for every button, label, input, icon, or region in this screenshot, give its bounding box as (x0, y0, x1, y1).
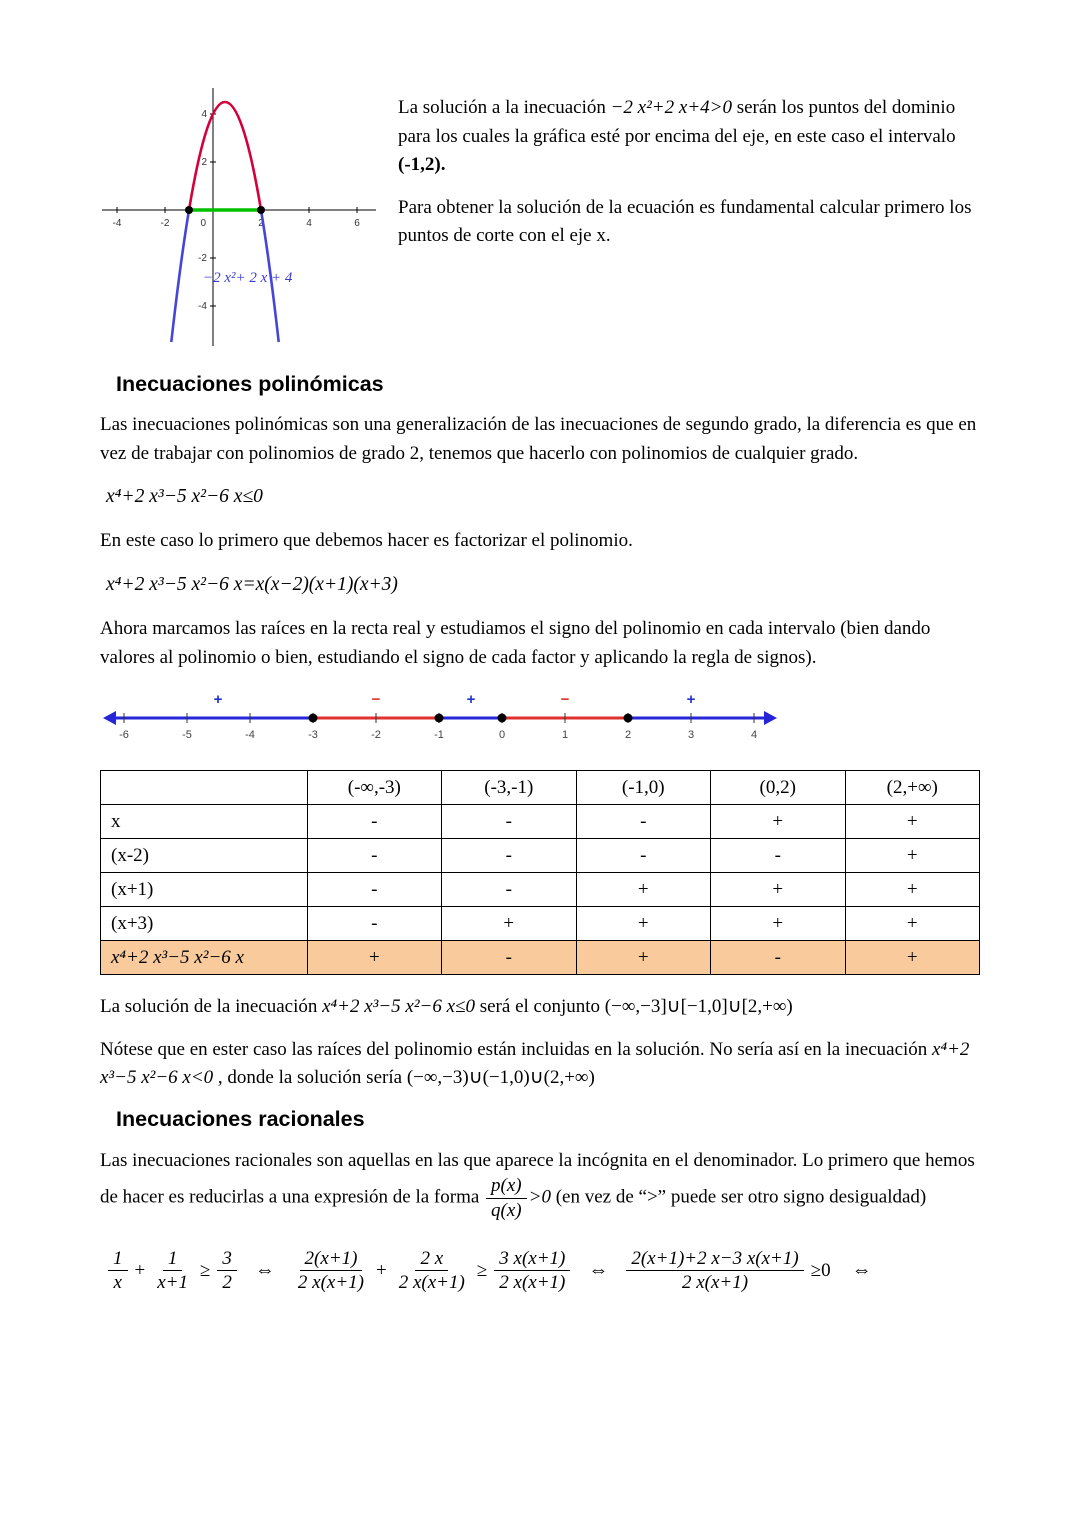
sign-cell: + (711, 805, 845, 839)
fraction-numerator: 1 (163, 1248, 183, 1272)
svg-text:0: 0 (498, 729, 506, 741)
rational-example-equation (106, 1248, 980, 1295)
poly-inequality-formula: x⁴+2 x³−5 x²−6 x≤0 (106, 486, 263, 507)
svg-text:-4: -4 (112, 218, 122, 229)
rational-text-1: Las inecuaciones racionales son aquellas en las que aparece la incógnita en el denominador. Lo primero que hemos de hacer es reducirlas a una expresión de la forma (100, 1149, 975, 1208)
number-line-labels (119, 729, 757, 741)
number-line (100, 686, 780, 744)
fraction-5 (394, 1248, 470, 1295)
fraction-denominator: x+1 (157, 1272, 188, 1294)
fraction-numerator: 3 x(x+1) (494, 1248, 570, 1272)
sign-table-row-polynomial (101, 941, 980, 975)
root-dot-2 (624, 714, 633, 723)
sign-table-row-xminus2 (101, 839, 980, 873)
svg-text:+: + (466, 691, 476, 708)
fraction-numerator: 2(x+1)+2 x−3 x(x+1) (626, 1248, 803, 1272)
fraction-numerator: 1 (108, 1248, 128, 1272)
root-dot-minus3 (309, 714, 318, 723)
solution-set-notation: (−∞,−3]∪[−1,0]∪[2,+∞) (604, 996, 793, 1017)
svg-text:-4: -4 (198, 301, 207, 312)
fraction-3 (217, 1248, 237, 1295)
sign-cell: + (442, 907, 576, 941)
svg-text:4: 4 (306, 218, 312, 229)
factor-label: (x+3) (101, 907, 308, 941)
solution-paragraph-1 (100, 993, 980, 1022)
interval-header: (-1,0) (576, 771, 710, 805)
fraction-numerator: p(x) (486, 1175, 527, 1199)
section-heading-polynomial: Inecuaciones polinómicas (116, 372, 384, 396)
operator-geq: ≥ (199, 1259, 211, 1281)
svg-text:−: − (371, 691, 381, 708)
rational-paragraph-1 (100, 1146, 980, 1222)
svg-text:3: 3 (687, 729, 695, 741)
iff-arrow-icon: ⇔ (588, 1259, 609, 1282)
svg-text:2: 2 (624, 729, 632, 741)
operator-plus: + (376, 1259, 387, 1281)
iff-arrow-icon: ⇔ (851, 1259, 872, 1282)
sign-table-corner-cell (101, 771, 308, 805)
solution-text-1: La solución de la inecuación (100, 996, 323, 1017)
operator-plus: + (134, 1259, 146, 1281)
svg-text:-2: -2 (160, 218, 170, 229)
polynomial-label: x⁴+2 x³−5 x²−6 x (101, 941, 308, 975)
factor-label: x (101, 805, 308, 839)
fraction-denominator: 2 (222, 1272, 232, 1294)
intro-section (100, 86, 980, 354)
factor-label: (x+1) (101, 873, 308, 907)
operator-geq-zero: ≥0 (810, 1259, 831, 1281)
fraction-7 (626, 1248, 803, 1295)
rational-text-2: (en vez de “>” puede ser otro signo desigualdad) (550, 1186, 927, 1208)
fraction-numerator: 2 x (415, 1248, 448, 1272)
curve-equation-label: −2 x²+ 2 x + 4 (203, 270, 293, 286)
svg-text:2: 2 (258, 218, 264, 229)
fraction-denominator: 2 x(x+1) (499, 1272, 566, 1294)
sign-cell: + (576, 941, 710, 975)
svg-text:6: 6 (354, 218, 360, 229)
solution-paragraph-2 (100, 1036, 980, 1093)
svg-text:4: 4 (201, 109, 207, 120)
fraction-6 (494, 1248, 570, 1295)
poly-paragraph-2: En este caso lo primero que debemos hacer es factorizar el polinomio. (100, 530, 633, 552)
svg-text:1: 1 (561, 729, 569, 741)
sign-cell: + (711, 873, 845, 907)
sign-cell: + (845, 873, 980, 907)
svg-text:-4: -4 (245, 729, 255, 741)
sign-cell: - (576, 805, 710, 839)
fraction-denominator: x (113, 1272, 122, 1294)
sign-table-row-xplus1 (101, 873, 980, 907)
root-dot-0 (498, 714, 507, 723)
fraction-numerator: 2(x+1) (300, 1248, 363, 1272)
svg-text:4: 4 (750, 729, 758, 741)
svg-text:+: + (213, 691, 223, 708)
poly-paragraph-1: Las inecuaciones polinómicas son una generalización de las inecuaciones de segundo grado, la diferencia es que en vez de trabajar con polinomios de grado 2, tenemos que hacerlo con polinomios de cualquier grado. (100, 414, 977, 464)
fraction-denominator: 2 x(x+1) (398, 1272, 465, 1294)
svg-text:−: − (560, 691, 570, 708)
svg-text:+: + (686, 691, 696, 708)
sign-table (100, 770, 980, 975)
sign-cell: - (711, 941, 845, 975)
sign-cell: + (576, 873, 710, 907)
note-set-notation: (−∞,−3)∪(−1,0)∪(2,+∞) (406, 1067, 595, 1088)
svg-text:-2: -2 (198, 253, 207, 264)
sign-cell: + (845, 941, 980, 975)
root-point-2 (257, 206, 265, 214)
solution-text-2: será el conjunto (474, 996, 605, 1017)
svg-text:-2: -2 (371, 729, 381, 741)
interval-header: (0,2) (711, 771, 845, 805)
sign-cell: - (307, 839, 441, 873)
sign-cell: + (307, 941, 441, 975)
fraction-denominator: 2 x(x+1) (297, 1272, 365, 1294)
intro-text-2: serán los puntos del dominio para los cuales la gráfica esté por encima del eje, en este caso el intervalo (398, 97, 956, 147)
iff-arrow-icon: ⇔ (254, 1259, 275, 1282)
operator-geq: ≥ (476, 1259, 488, 1281)
sign-cell: - (442, 873, 576, 907)
fraction-numerator: 3 (217, 1248, 237, 1272)
fraction-1 (108, 1248, 128, 1295)
parabola-graph-svg (100, 86, 382, 348)
sign-cell: + (576, 907, 710, 941)
svg-text:-1: -1 (434, 729, 444, 741)
sign-cell: - (442, 805, 576, 839)
sign-cell: - (307, 805, 441, 839)
fraction-denominator: q(x) (491, 1199, 522, 1221)
sign-cell: - (307, 907, 441, 941)
root-dot-minus1 (435, 714, 444, 723)
parabola-positive-arc (189, 102, 261, 210)
note-inline-formula: x⁴+2 x³−5 x²−6 x<0 (100, 1038, 970, 1088)
root-point-minus1 (185, 206, 193, 214)
poly-paragraph-3: Ahora marcamos las raíces en la recta real y estudiamos el signo del polinomio en cada intervalo (bien dando valores al polinomio o bien, estudiando el signo de cada factor y aplicando la regla de signos). (100, 618, 931, 668)
svg-text:-6: -6 (119, 729, 129, 741)
note-text-1: Nótese que en ester caso las raíces del polinomio están incluidas en la solución. No sería así en la inecuación (100, 1038, 933, 1060)
interval-header: (-3,-1) (442, 771, 576, 805)
sign-table-header-row (101, 771, 980, 805)
interval-header: (-∞,-3) (307, 771, 441, 805)
note-text-2: , donde la solución sería (213, 1067, 407, 1088)
fraction-2 (152, 1248, 193, 1295)
sign-table-row-x (101, 805, 980, 839)
parabola-left-branch (171, 210, 189, 342)
sign-cell: + (845, 839, 980, 873)
sign-cell: - (442, 839, 576, 873)
sign-cell: - (307, 873, 441, 907)
parabola-graph (100, 86, 382, 354)
section-heading-rational: Inecuaciones racionales (116, 1106, 365, 1131)
fraction-denominator: 2 x(x+1) (681, 1272, 749, 1294)
svg-text:-5: -5 (182, 729, 192, 741)
factor-label: (x-2) (101, 839, 308, 873)
svg-text:0: 0 (200, 218, 206, 229)
pq-fraction (486, 1175, 527, 1222)
solution-interval-text: (-1,2). (398, 154, 446, 175)
intro-text-1: La solución a la inecuación (398, 97, 611, 118)
intro-paragraphs (398, 86, 980, 354)
sign-cell: - (711, 839, 845, 873)
sign-cell: + (845, 805, 980, 839)
sign-cell: - (442, 941, 576, 975)
intro-paragraph-1 (398, 94, 980, 180)
sign-cell: - (576, 839, 710, 873)
sign-table-row-xplus3 (101, 907, 980, 941)
intro-paragraph-2: Para obtener la solución de la ecuación es fundamental calcular primero los puntos de corte con el eje x. (398, 196, 972, 246)
solution-inline-formula: x⁴+2 x³−5 x²−6 x≤0 (322, 996, 475, 1017)
interval-header: (2,+∞) (845, 771, 980, 805)
sign-cell: + (845, 907, 980, 941)
poly-factored-formula: x⁴+2 x³−5 x²−6 x=x(x−2)(x+1)(x+3) (106, 573, 398, 595)
svg-text:-3: -3 (308, 729, 318, 741)
sign-cell: + (711, 907, 845, 941)
svg-text:2: 2 (201, 157, 207, 168)
number-line-signs (214, 691, 696, 708)
intro-inline-formula: −2 x²+2 x+4>0 (610, 97, 732, 118)
comparison-sign: >0 (528, 1186, 551, 1208)
fraction-4 (293, 1248, 369, 1295)
